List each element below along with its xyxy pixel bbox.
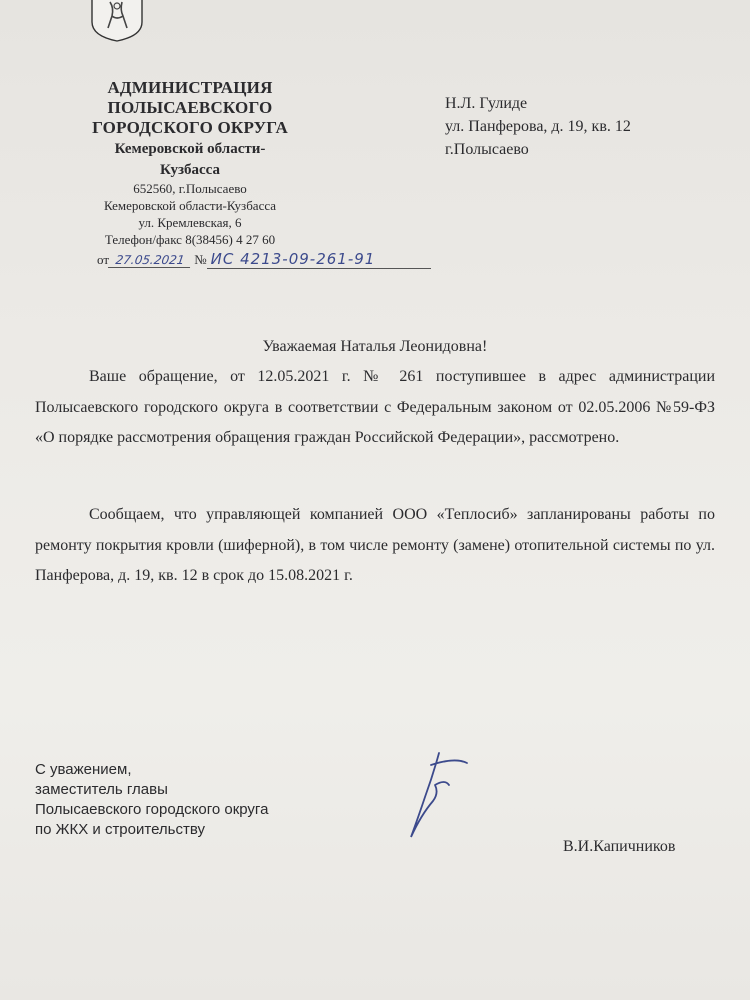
addressee-name: Н.Л. Гулиде xyxy=(445,95,528,112)
handwritten-date: 27.05.2021 xyxy=(108,253,192,268)
body-paragraph: Сообщаем, что управляющей компанией ООО «Теплосиб» запланированы работы по ремонту покрытия кровли (шиферной), в том числе ремонту (замене) отопительной системы по ул. Панферова, д. 19, кв. 12 в срок до 15.08.2021 г. xyxy=(35,506,715,584)
addressee-block xyxy=(445,92,631,161)
signer-name: В.И.Капичников xyxy=(563,838,676,855)
letterhead xyxy=(60,78,320,248)
closing: С уважением, xyxy=(35,761,132,778)
date-prefix: от xyxy=(97,252,110,267)
position-line: по ЖКХ и строительству xyxy=(35,821,205,838)
signature-mark xyxy=(395,745,485,845)
number-prefix: № xyxy=(194,252,207,267)
address-line: ул. Кремлевская, 6 xyxy=(138,215,242,230)
region-line: Кемеровской области- xyxy=(114,141,266,157)
addressee-city: г.Полысаево xyxy=(445,141,529,158)
position-line: заместитель главы xyxy=(35,781,168,798)
address-line: Кемеровской области-Кузбасса xyxy=(103,198,277,213)
org-name-line: АДМИНИСТРАЦИЯ xyxy=(107,78,273,97)
org-name-line: ПОЛЫСАЕВСКОГО xyxy=(107,98,273,117)
body-paragraph: Ваше обращение, от 12.05.2021 г. № 261 поступившее в адрес администрации Полысаевского городского округа в соответствии с Федеральным законом от 02.05.2006 №59-ФЗ «О порядке рассмотрения обращения граждан Российской Федерации», рассмотрено. xyxy=(35,368,715,446)
org-name-line: ГОРОДСКОГО ОКРУГА xyxy=(92,118,288,137)
position-line: Полысаевского городского округа xyxy=(35,801,269,818)
handwritten-number: ИС 4213-09-261-91 xyxy=(207,250,431,269)
region-line: Кузбасса xyxy=(159,162,221,178)
signoff-block xyxy=(35,760,268,840)
coat-of-arms-icon xyxy=(90,0,144,42)
outgoing-reference xyxy=(97,250,431,269)
phone-line: Телефон/факс 8(38456) 4 27 60 xyxy=(104,232,276,247)
address-line: 652560, г.Полысаево xyxy=(133,181,247,196)
addressee-street: ул. Панферова, д. 19, кв. 12 xyxy=(445,118,631,135)
salutation: Уважаемая Наталья Леонидовна! xyxy=(262,338,488,355)
